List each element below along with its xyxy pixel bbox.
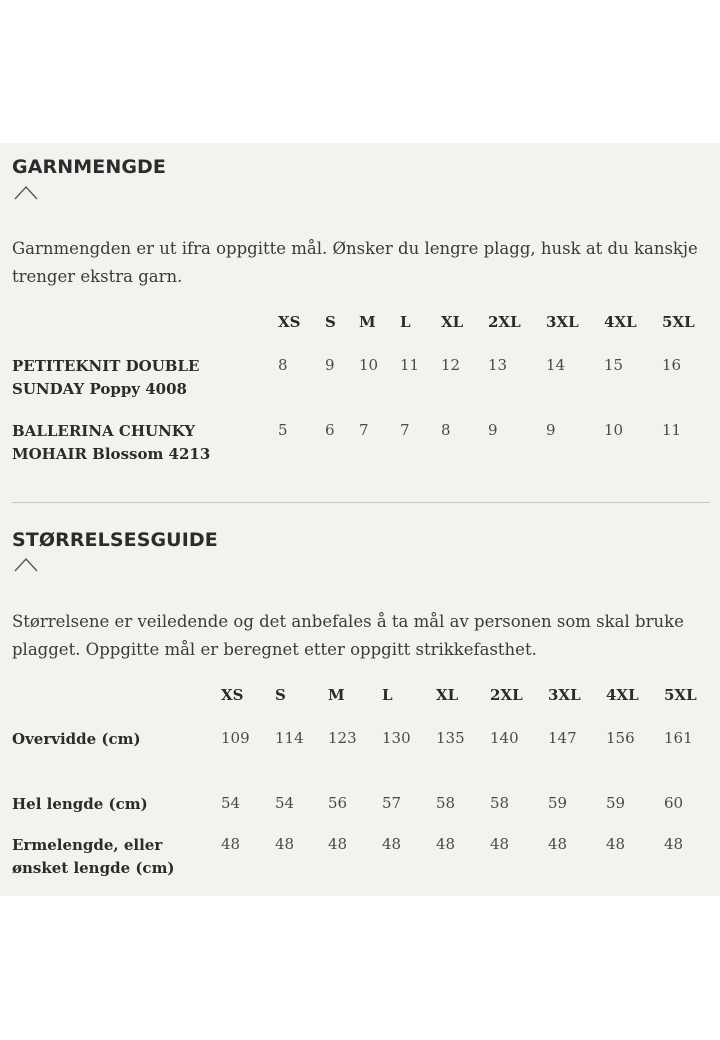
yarn-amount: 7 xyxy=(359,421,369,439)
yarn-amount: 6 xyxy=(325,421,335,439)
size-guide-section-title[interactable]: STØRRELSESGUIDE xyxy=(12,529,218,551)
size-header: XS xyxy=(278,313,301,331)
yarn-amount: 11 xyxy=(662,421,682,439)
yarn-amount: 15 xyxy=(604,356,624,374)
size-header: 5XL xyxy=(662,313,695,331)
chevron-up-icon[interactable] xyxy=(14,184,38,200)
measurement-value: 140 xyxy=(490,729,519,747)
measurement-value: 54 xyxy=(275,794,295,812)
measurement-value: 60 xyxy=(664,794,684,812)
size-header: 3XL xyxy=(546,313,579,331)
yarn-amount: 8 xyxy=(441,421,451,439)
measurement-value: 58 xyxy=(436,794,456,812)
size-header: 2XL xyxy=(488,313,521,331)
size-header: M xyxy=(359,313,376,331)
size-header: 5XL xyxy=(664,686,697,704)
chevron-up-icon[interactable] xyxy=(14,556,38,572)
size-guide-intro-text: Størrelsene er veiledende og det anbefales å ta mål av personen som skal bruke plagget. Oppgitte mål er beregnet etter oppgitt strikkefasthet. xyxy=(12,612,684,659)
measurement-value: 57 xyxy=(382,794,402,812)
table-row xyxy=(0,355,718,420)
yarn-amount: 9 xyxy=(325,356,335,374)
yarn-amount: 5 xyxy=(278,421,288,439)
size-header: XL xyxy=(436,686,459,704)
yarn-amount: 11 xyxy=(400,356,420,374)
size-header: 2XL xyxy=(490,686,523,704)
section-divider xyxy=(12,502,710,503)
measurement-value: 48 xyxy=(382,835,402,853)
measurement-value: 59 xyxy=(606,794,626,812)
measurement-value: 161 xyxy=(664,729,693,747)
yarn-amount: 9 xyxy=(546,421,556,439)
measurement-value: 54 xyxy=(221,794,241,812)
measurement-label: Hel lengde (cm) xyxy=(12,795,148,813)
yarn-table xyxy=(0,313,718,470)
measurement-value: 48 xyxy=(548,835,568,853)
size-header: L xyxy=(382,686,393,704)
size-guide-header-row xyxy=(0,686,720,728)
table-row xyxy=(0,793,720,834)
size-header: S xyxy=(325,313,336,331)
table-row xyxy=(0,834,720,884)
yarn-amount: 16 xyxy=(662,356,682,374)
yarn-intro-text: Garnmengden er ut ifra oppgitte mål. Ønsker du lengre plagg, husk at du kanskje trenger ekstra garn. xyxy=(12,239,698,286)
measurement-value: 48 xyxy=(490,835,510,853)
size-header: 3XL xyxy=(548,686,581,704)
measurement-value: 156 xyxy=(606,729,635,747)
empty-header-cell xyxy=(0,686,221,728)
size-guide-table xyxy=(0,686,720,884)
measurement-label: Overvidde (cm) xyxy=(12,730,141,748)
yarn-name: BALLERINA CHUNKY MOHAIR Blossom 4213 xyxy=(12,422,211,463)
measurement-label: Ermelengde, eller ønsket lengde (cm) xyxy=(12,836,175,877)
measurement-value: 48 xyxy=(221,835,241,853)
yarn-amount: 13 xyxy=(488,356,508,374)
empty-header-cell xyxy=(0,313,278,355)
measurement-value: 135 xyxy=(436,729,465,747)
measurement-value: 48 xyxy=(664,835,684,853)
yarn-section-title[interactable]: GARNMENGDE xyxy=(12,156,166,178)
table-row xyxy=(0,728,720,793)
yarn-amount: 9 xyxy=(488,421,498,439)
measurement-value: 123 xyxy=(328,729,357,747)
measurement-value: 48 xyxy=(328,835,348,853)
yarn-amount: 8 xyxy=(278,356,288,374)
measurement-value: 109 xyxy=(221,729,250,747)
table-row xyxy=(0,420,718,470)
yarn-amount: 10 xyxy=(604,421,624,439)
yarn-name: PETITEKNIT DOUBLE SUNDAY Poppy 4008 xyxy=(12,357,200,398)
size-header: L xyxy=(400,313,411,331)
yarn-header-row xyxy=(0,313,718,355)
measurement-value: 114 xyxy=(275,729,304,747)
size-header: XS xyxy=(221,686,244,704)
yarn-amount: 10 xyxy=(359,356,379,374)
yarn-amount: 7 xyxy=(400,421,410,439)
measurement-value: 48 xyxy=(436,835,456,853)
measurement-value: 48 xyxy=(606,835,626,853)
size-header: XL xyxy=(441,313,464,331)
size-header: S xyxy=(275,686,286,704)
measurement-value: 56 xyxy=(328,794,348,812)
size-header: M xyxy=(328,686,345,704)
yarn-amount: 14 xyxy=(546,356,566,374)
measurement-value: 59 xyxy=(548,794,568,812)
measurement-value: 147 xyxy=(548,729,577,747)
yarn-amount: 12 xyxy=(441,356,461,374)
size-header: 4XL xyxy=(604,313,637,331)
measurement-value: 48 xyxy=(275,835,295,853)
size-header: 4XL xyxy=(606,686,639,704)
measurement-value: 130 xyxy=(382,729,411,747)
measurement-value: 58 xyxy=(490,794,510,812)
